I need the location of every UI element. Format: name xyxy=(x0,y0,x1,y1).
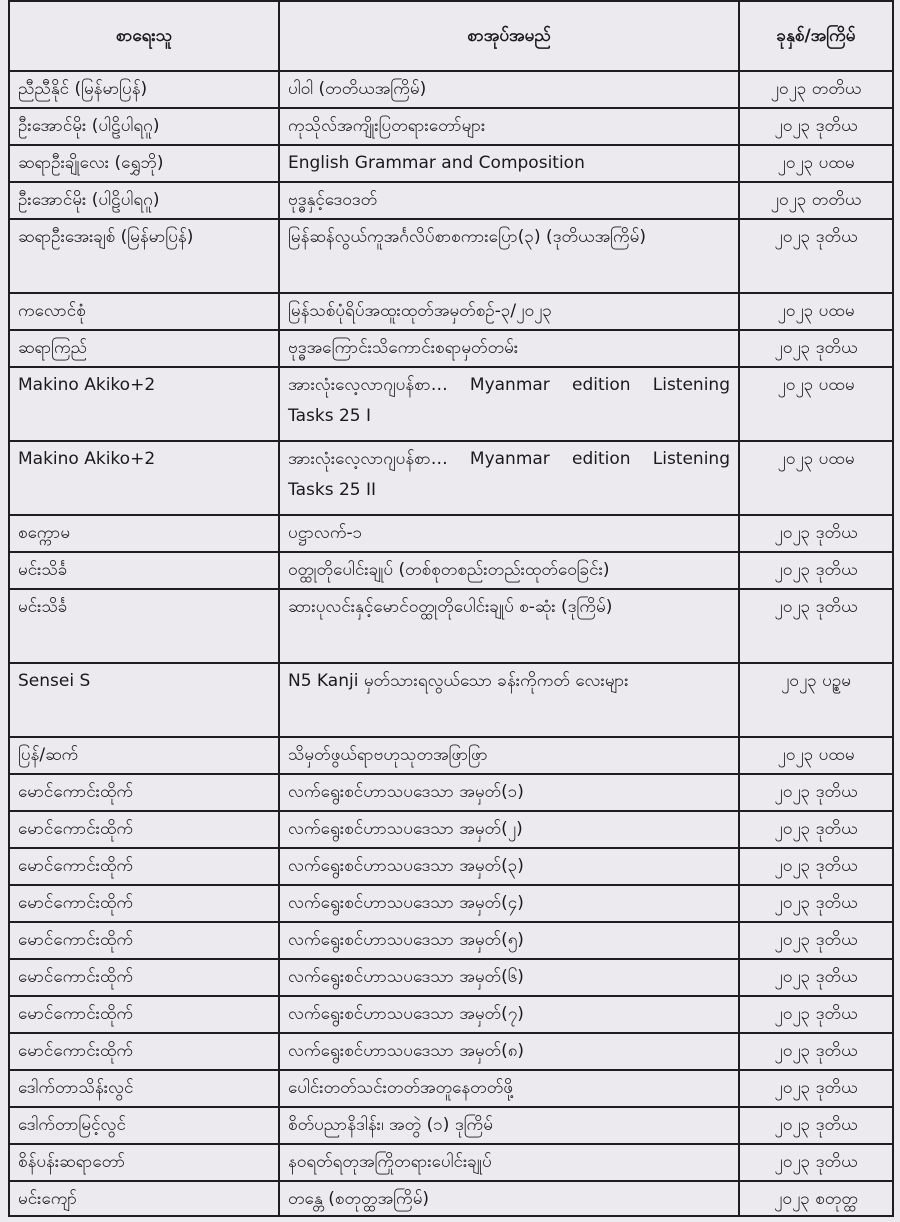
year-cell: ၂၀၂၃ ပထမ xyxy=(739,737,893,774)
table-row xyxy=(9,293,893,330)
table-row xyxy=(9,108,893,145)
author-cell: မောင်ကောင်းထိုက် xyxy=(9,848,279,885)
table-row xyxy=(9,145,893,182)
year-cell: ၂၀၂၃ ဒုတိယ xyxy=(739,108,893,145)
author-cell: ဦးအောင်မိုး (ပါဠိပါရဂူ) xyxy=(9,108,279,145)
title-cell: လက်ရွေးစင်ဟာသပဒေသာ အမှတ်(၄) xyxy=(279,885,739,922)
title-cell: လက်ရွေးစင်ဟာသပဒေသာ အမှတ်(၈) xyxy=(279,1033,739,1070)
title-cell: ပဋ္ဌာလက်-၁ xyxy=(279,515,739,552)
title-cell: လက်ရွေးစင်ဟာသပဒေသာ အမှတ်(၅) xyxy=(279,922,739,959)
author-cell: မောင်ကောင်းထိုက် xyxy=(9,811,279,848)
title-cell: မြန်သစ်ပုံရိပ်အထူးထုတ်အမှတ်စဉ်-၃/၂၀၂၃ xyxy=(279,293,739,330)
book-list-table xyxy=(8,0,894,1217)
table-row xyxy=(9,885,893,922)
title-cell: အားလုံးလေ့လာဂျပန်စာ… Myanmar edition Listening Tasks 25 II xyxy=(279,441,739,515)
title-cell: N5 Kanji မှတ်သားရလွယ်သော ခန်းကိုကတ် လေးများ xyxy=(279,663,739,737)
year-cell: ၂၀၂၃ ဒုတိယ xyxy=(739,1107,893,1144)
table-row xyxy=(9,330,893,367)
year-cell: ၂၀၂၃ ဒုတိယ xyxy=(739,774,893,811)
year-cell: ၂၀၂၃ ဒုတိယ xyxy=(739,589,893,663)
title-cell: အားလုံးလေ့လာဂျပန်စာ… Myanmar edition Listening Tasks 25 I xyxy=(279,367,739,441)
year-cell: ၂၀၂၃ ပထမ xyxy=(739,145,893,182)
title-cell: နဝရတ်ရတုအကြိုတရားပေါင်းချုပ် xyxy=(279,1144,739,1181)
table-row xyxy=(9,552,893,589)
title-cell: ပါဝါ (တတိယအကြိမ်) xyxy=(279,71,739,108)
author-cell: ဆရာဦးအေးချစ် (မြန်မာပြန်) xyxy=(9,219,279,293)
title-cell: ဆားပုလင်းနှင့်မောင်ဝတ္ထုတိုပေါင်းချုပ် စ-ဆုံး (ဒုကြိမ်) xyxy=(279,589,739,663)
year-cell: ၂၀၂၃ ဒုတိယ xyxy=(739,996,893,1033)
title-cell: စိတ်ပညာနိဒါန်း၊ အတွဲ (၁) ဒုကြိမ် xyxy=(279,1107,739,1144)
author-cell: ပြန်/ဆက် xyxy=(9,737,279,774)
author-cell: မောင်ကောင်းထိုက် xyxy=(9,1033,279,1070)
year-cell: ၂၀၂၃ ဒုတိယ xyxy=(739,885,893,922)
author-cell: ဦးအောင်မိုး (ပါဠိပါရဂူ) xyxy=(9,182,279,219)
author-cell: Sensei S xyxy=(9,663,279,737)
author-cell: ဆရာဦးချိုလေး (ရွှေဘို) xyxy=(9,145,279,182)
title-cell: လက်ရွေးစင်ဟာသပဒေသာ အမှတ်(၁) xyxy=(279,774,739,811)
year-cell: ၂၀၂၃ ဒုတိယ xyxy=(739,330,893,367)
author-cell: မောင်ကောင်းထိုက် xyxy=(9,922,279,959)
table-row xyxy=(9,182,893,219)
table-row xyxy=(9,1144,893,1181)
table-row xyxy=(9,589,893,663)
table-row xyxy=(9,737,893,774)
title-cell: ကုသိုလ်အကျိုးပြတရားတော်များ xyxy=(279,108,739,145)
year-cell: ၂၀၂၃ ဒုတိယ xyxy=(739,1033,893,1070)
author-cell: ဒေါက်တာသိန်းလွင် xyxy=(9,1070,279,1107)
year-cell: ၂၀၂၃ ဒုတိယ xyxy=(739,552,893,589)
year-cell: ၂၀၂၃ ပဥ္စမ xyxy=(739,663,893,737)
title-cell: ဝတ္ထုတိုပေါင်းချုပ် (တစ်စုတစည်းတည်းထုတ်ဝေခြင်း) xyxy=(279,552,739,589)
author-cell: မောင်ကောင်းထိုက် xyxy=(9,885,279,922)
table-row xyxy=(9,663,893,737)
table-row xyxy=(9,848,893,885)
table-row xyxy=(9,922,893,959)
table-row xyxy=(9,774,893,811)
year-cell: ၂၀၂၃ တတိယ xyxy=(739,182,893,219)
author-cell: စက္ကောမ xyxy=(9,515,279,552)
title-cell: လက်ရွေးစင်ဟာသပဒေသာ အမှတ်(၃) xyxy=(279,848,739,885)
title-cell: တန္တေ (စတုတ္ထအကြိမ်) xyxy=(279,1181,739,1216)
title-cell: English Grammar and Composition xyxy=(279,145,739,182)
author-cell: မောင်ကောင်းထိုက် xyxy=(9,996,279,1033)
author-cell: စိန်ပန်းဆရာတော် xyxy=(9,1144,279,1181)
table-header-row xyxy=(9,1,893,71)
year-cell: ၂၀၂၃ ဒုတိယ xyxy=(739,959,893,996)
year-cell: ၂၀၂၃ ပထမ xyxy=(739,367,893,441)
table-row xyxy=(9,1070,893,1107)
author-cell: မောင်ကောင်းထိုက် xyxy=(9,774,279,811)
year-cell: ၂၀၂၃ တတိယ xyxy=(739,71,893,108)
year-cell: ၂၀၂၃ ဒုတိယ xyxy=(739,848,893,885)
title-cell: ပေါင်းတတ်သင်းတတ်အတူနေတတ်ဖို့ xyxy=(279,1070,739,1107)
title-cell: ဗုဒ္ဓအကြောင်းသိကောင်းစရာမှတ်တမ်း xyxy=(279,330,739,367)
year-cell: ၂၀၂၃ ပထမ xyxy=(739,293,893,330)
table-row xyxy=(9,996,893,1033)
author-cell: မောင်ကောင်းထိုက် xyxy=(9,959,279,996)
author-cell: ဆရာကြည် xyxy=(9,330,279,367)
year-cell: ၂၀၂၃ ဒုတိယ xyxy=(739,515,893,552)
table-row xyxy=(9,1107,893,1144)
title-cell: မြန်ဆန်လွယ်ကူအင်္ဂလိပ်စာစကားပြော(၃) (ဒုတိယအကြိမ်) xyxy=(279,219,739,293)
author-cell: မင်းကျော် xyxy=(9,1181,279,1216)
author-cell: ဒေါက်တာမြင့်လွင် xyxy=(9,1107,279,1144)
title-cell: လက်ရွေးစင်ဟာသပဒေသာ အမှတ်(၂) xyxy=(279,811,739,848)
table-row xyxy=(9,219,893,293)
title-cell: သိမှတ်ဖွယ်ရာဗဟုသုတအဖြာဖြာ xyxy=(279,737,739,774)
table-row xyxy=(9,811,893,848)
author-cell: ကလောင်စုံ xyxy=(9,293,279,330)
author-cell: Makino Akiko+2 xyxy=(9,441,279,515)
table-row xyxy=(9,441,893,515)
table-row xyxy=(9,515,893,552)
table-row xyxy=(9,367,893,441)
year-cell: ၂၀၂၃ ပထမ xyxy=(739,441,893,515)
table-row xyxy=(9,1033,893,1070)
author-cell: မင်းသိင်္ခ xyxy=(9,552,279,589)
author-cell: ညီညီနိုင် (မြန်မာပြန်) xyxy=(9,71,279,108)
author-column-header: စာရေးသူ xyxy=(9,1,279,71)
title-cell: ဗုဒ္ဓနှင့်ဒေဝဒတ် xyxy=(279,182,739,219)
title-cell: လက်ရွေးစင်ဟာသပဒေသာ အမှတ်(၆) xyxy=(279,959,739,996)
year-cell: ၂၀၂၃ ဒုတိယ xyxy=(739,219,893,293)
year-cell: ၂၀၂၃ ဒုတိယ xyxy=(739,811,893,848)
year-column-header: ခုနှစ်/အကြိမ် xyxy=(739,1,893,71)
year-cell: ၂၀၂၃ ဒုတိယ xyxy=(739,1144,893,1181)
year-cell: ၂၀၂၃ ဒုတိယ xyxy=(739,1070,893,1107)
author-cell: မင်းသိင်္ခ xyxy=(9,589,279,663)
table-row xyxy=(9,1181,893,1216)
year-cell: ၂၀၂၃ ဒုတိယ xyxy=(739,922,893,959)
table-row xyxy=(9,71,893,108)
table-row xyxy=(9,959,893,996)
title-column-header: စာအုပ်အမည် xyxy=(279,1,739,71)
author-cell: Makino Akiko+2 xyxy=(9,367,279,441)
title-cell: လက်ရွေးစင်ဟာသပဒေသာ အမှတ်(၇) xyxy=(279,996,739,1033)
year-cell: ၂၀၂၃ စတုတ္ထ xyxy=(739,1181,893,1216)
